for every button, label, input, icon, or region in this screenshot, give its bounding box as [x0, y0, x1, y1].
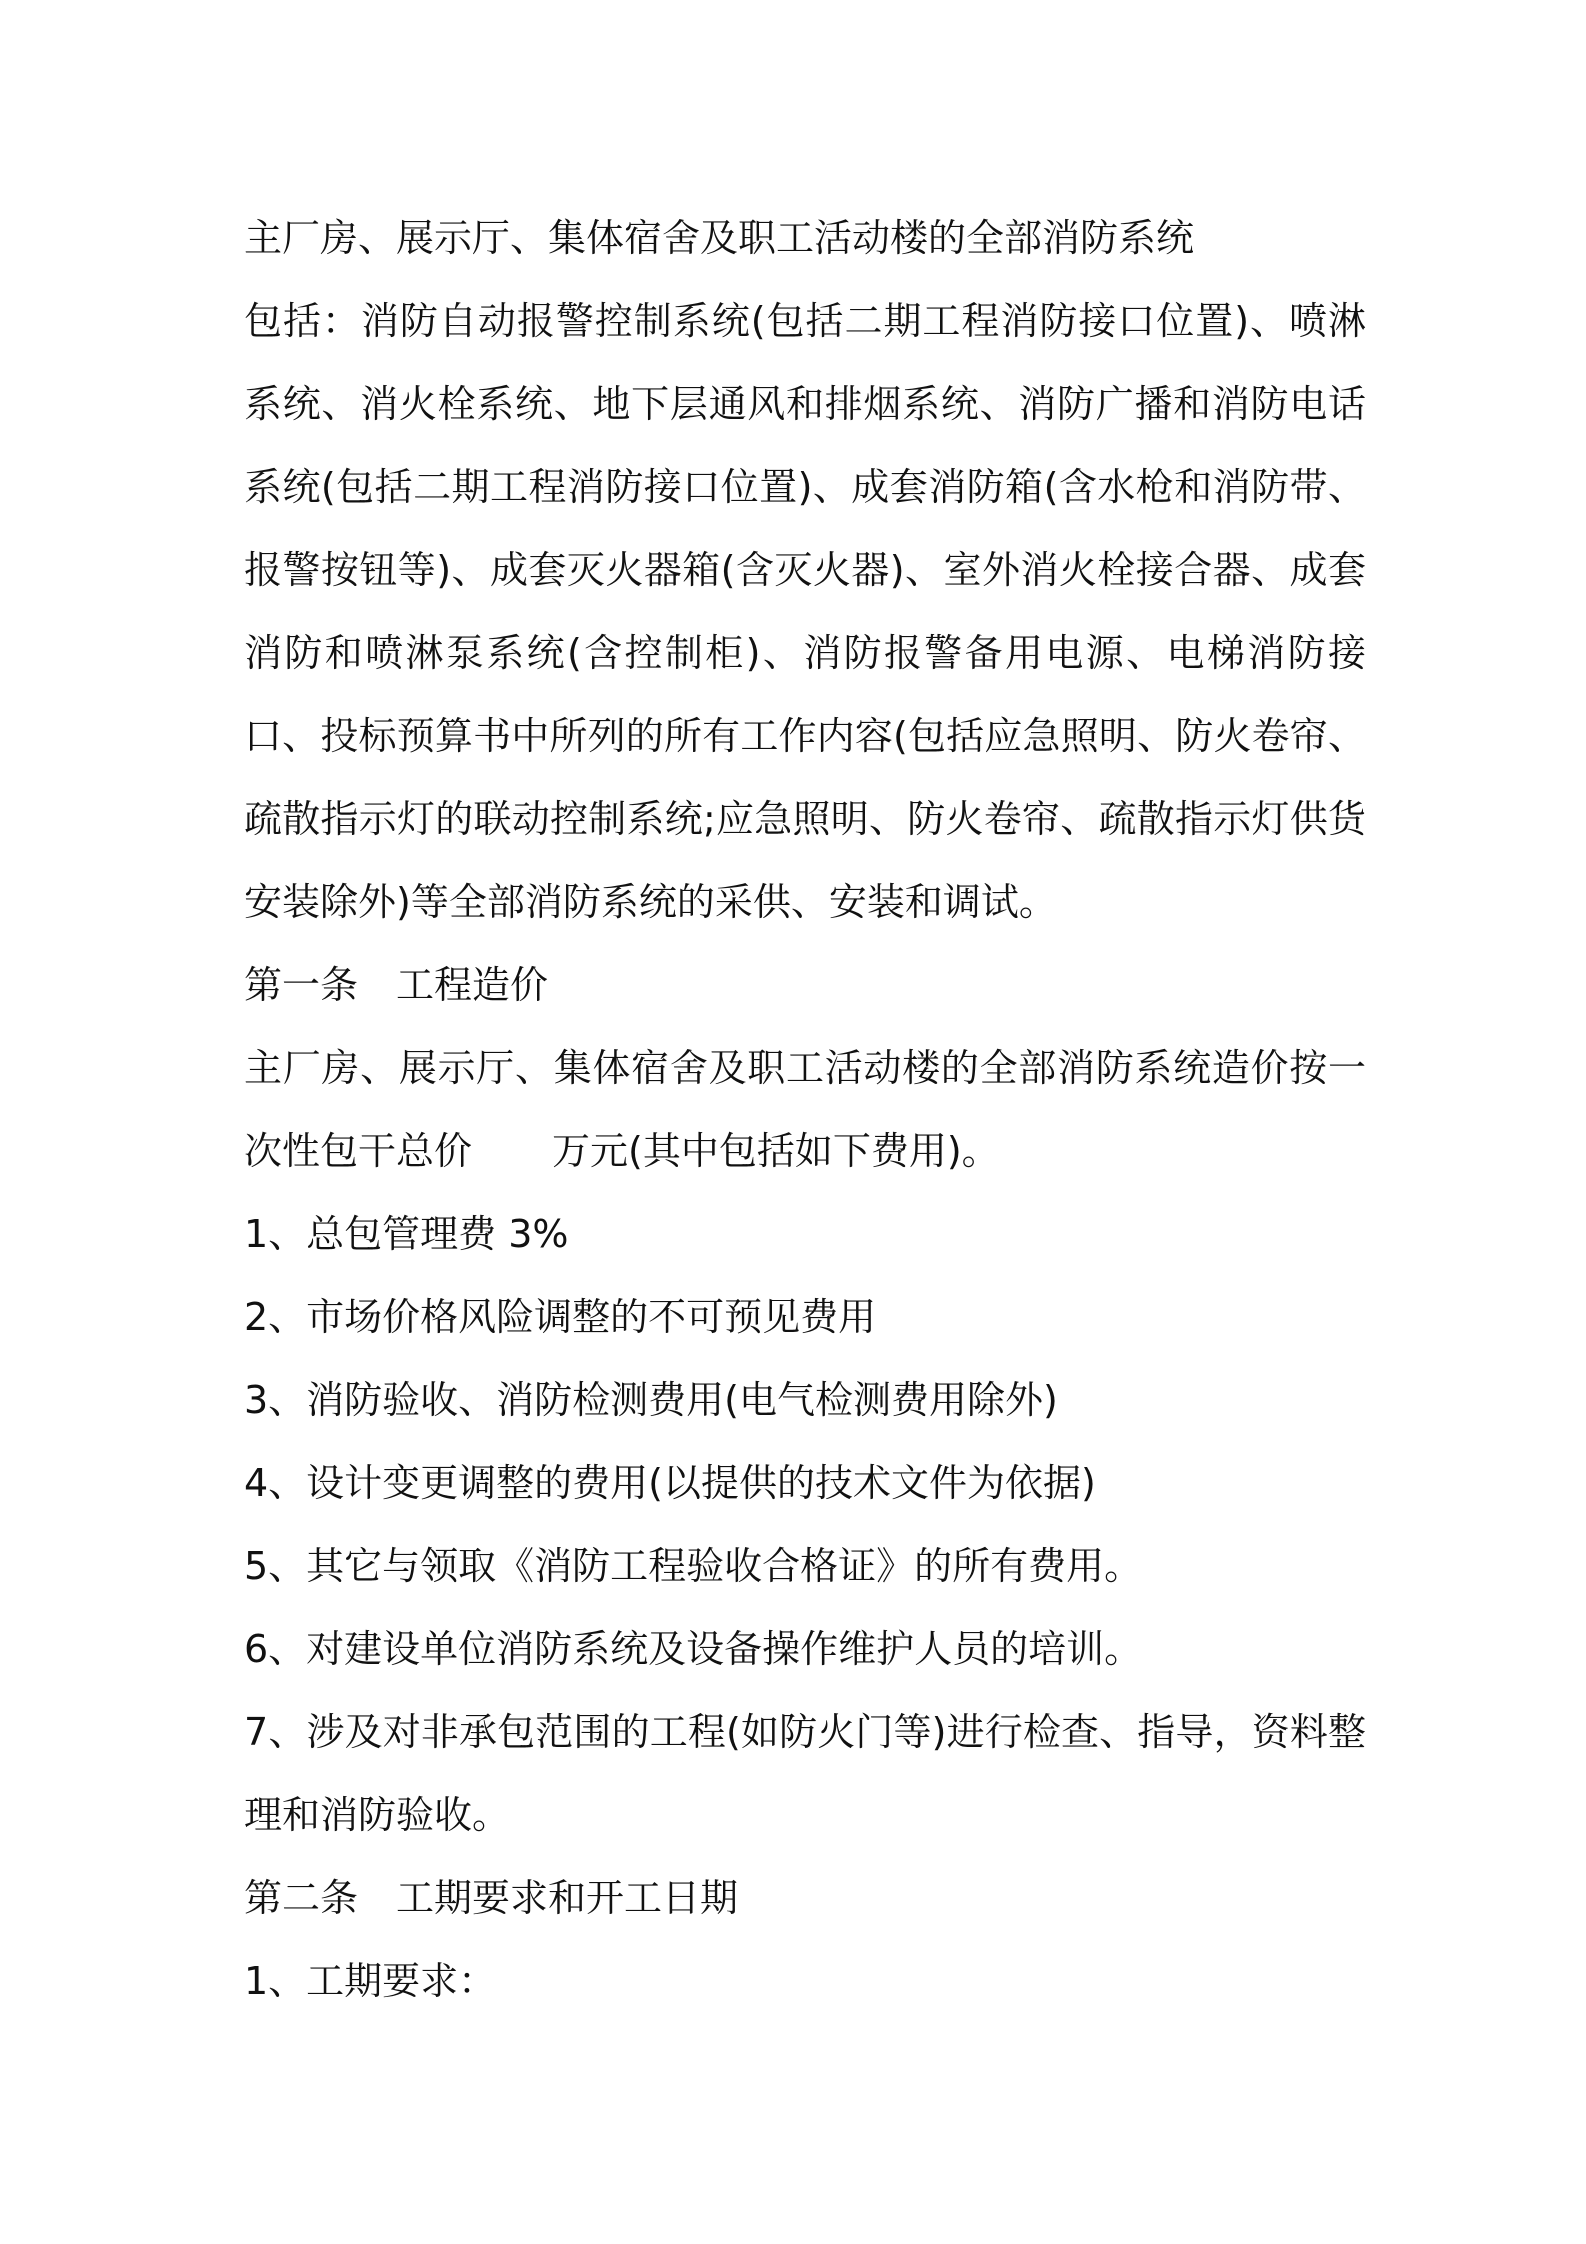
article-1-body — [244, 1027, 1366, 1193]
article-1-body-before: 主厂房、展示厅、集体宿舍及职工活动楼的全部消防系统造价按一次性包干总价 — [244, 1046, 1366, 1173]
scope-title: 主厂房、展示厅、集体宿舍及职工活动楼的全部消防系统 — [244, 216, 1195, 260]
article-2-number: 第二条 — [244, 1876, 359, 1920]
scope-body: 包括：消防自动报警控制系统(包括二期工程消防接口位置)、喷淋系统、消火栓系统、地下层通风和排烟系统、消防广播和消防电话系统(包括二期工程消防接口位置)、成套消防箱(含水枪和消防带、报警按钮等)、成套灭火器箱(含灭火器)、室外消火栓接合器、成套消防和喷淋泵系统(含控制柜)、消防报警备用电源、电梯消防接口、投标预算书中所列的所有工作内容(包括应急照明、防火卷帘、疏散指示灯的联动控制系统;应急照明、防火卷帘、疏散指示灯供货安装除外)等全部消防系统的采供、安装和调试。 — [244, 299, 1366, 924]
document-body — [244, 197, 1366, 2023]
article-1-item: 6、对建设单位消防系统及设备操作维护人员的培训。 — [244, 1627, 1143, 1671]
article-1-item: 2、市场价格风险调整的不可预见费用 — [244, 1295, 877, 1339]
article-1-heading — [244, 944, 1366, 1027]
article-1-title: 工程造价 — [396, 963, 549, 1007]
article-1-number: 第一条 — [244, 963, 359, 1007]
article-2-item: 1、工期要求： — [244, 1959, 497, 2003]
article-1-body-after: 万元(其中包括如下费用)。 — [552, 1129, 1000, 1173]
article-1-item: 7、涉及对非承包范围的工程(如防火门等)进行检查、指导，资料整理和消防验收。 — [244, 1710, 1366, 1837]
article-1-item: 5、其它与领取《消防工程验收合格证》的所有费用。 — [244, 1544, 1143, 1588]
article-2-heading — [244, 1857, 1366, 1940]
article-1-item: 3、消防验收、消防检测费用(电气检测费用除外) — [244, 1378, 1058, 1422]
article-2-title: 工期要求和开工日期 — [396, 1876, 739, 1920]
article-1-item: 4、设计变更调整的费用(以提供的技术文件为依据) — [244, 1461, 1096, 1505]
article-1-item: 1、总包管理费 3% — [244, 1212, 569, 1256]
